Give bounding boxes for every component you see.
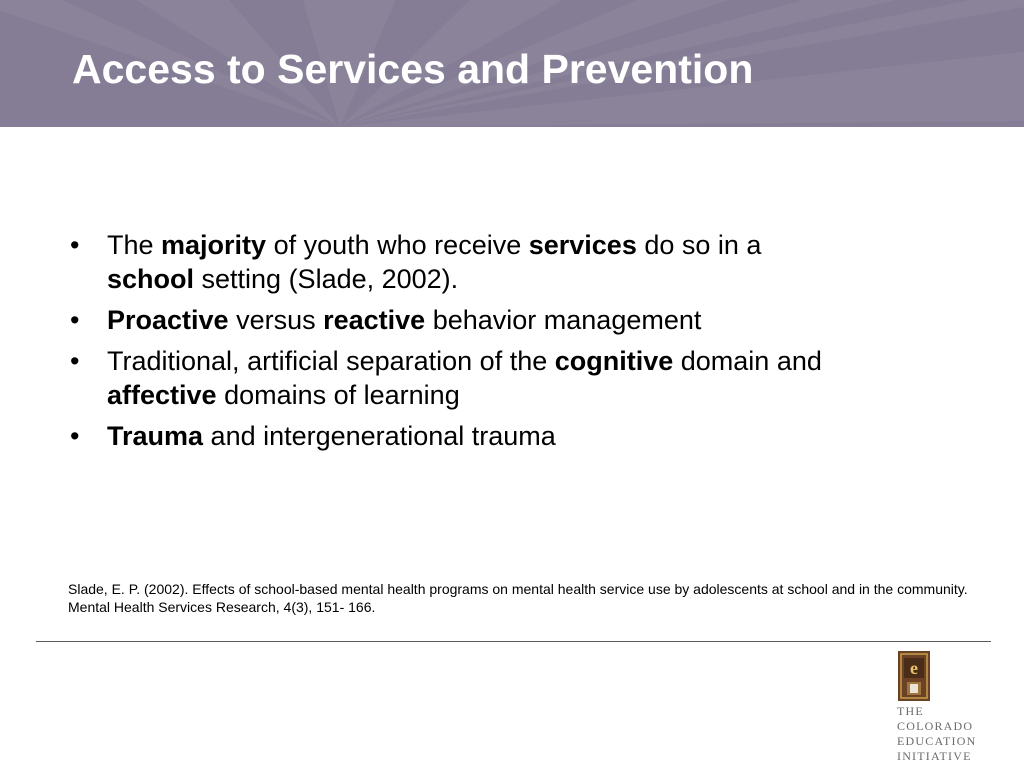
bullet-marker: • [70,421,80,451]
logo-line: INITIATIVE [897,749,972,763]
bullet-emphasis: majority [161,230,267,260]
footer-divider [36,641,991,642]
bullet-marker: • [70,305,80,335]
bullet-text: and intergenerational trauma [203,421,556,451]
bullet-item [68,344,968,412]
bullet-item [68,419,968,453]
bullet-marker: • [70,230,80,260]
bullet-text: do so in a [636,230,762,260]
bullet-list [68,228,968,460]
logo-line: COLORADO [897,719,974,733]
logo-line: EDUCATION [897,734,977,748]
bullet-text: Traditional, artificial separation of the [107,346,555,376]
bullet-item [68,228,968,296]
slide-title: Access to Services and Prevention [72,46,754,92]
bullet-emphasis: Trauma [107,421,204,451]
logo-line: THE [897,704,924,718]
bullet-item [68,303,968,337]
header-band [0,0,1024,127]
colorado-education-initiative-logo [896,651,1006,763]
bullet-text: behavior management [425,305,702,335]
bullet-marker: • [70,346,80,376]
citation-reference: Slade, E. P. (2002). Effects of school-based mental health programs on mental health service use by adolescents at school and in the community. Mental Health Services Research, 4(3), 151- 166. [68,581,968,615]
bullet-emphasis: reactive [323,305,426,335]
bullet-text: setting (Slade, 2002). [194,264,459,294]
bullet-emphasis: cognitive [554,346,674,376]
bullet-text: versus [228,305,324,335]
bullet-text: domains of learning [216,380,460,410]
logo-emblem-icon [898,651,930,701]
bullet-text: domain and [673,346,822,376]
bullet-text: of youth who receive [266,230,529,260]
bullet-emphasis: affective [107,380,217,410]
bullet-emphasis: services [528,230,637,260]
bullet-emphasis: school [107,264,195,294]
bullet-text: The [107,230,162,260]
logo-letter: e [910,658,918,678]
bullet-emphasis: Proactive [107,305,229,335]
logo-wordmark [897,704,976,764]
